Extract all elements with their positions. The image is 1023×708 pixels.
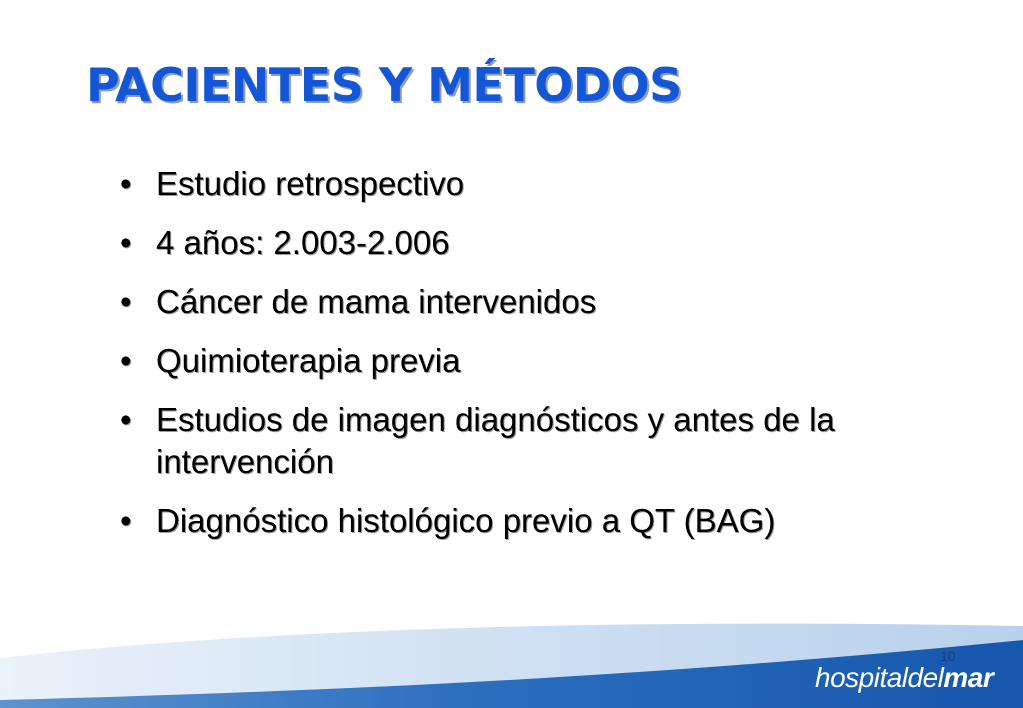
bullet-text: Diagnóstico histológico previo a QT (BAG) xyxy=(156,502,776,539)
bullet-item xyxy=(118,340,978,382)
bullet-icon: • xyxy=(120,502,132,539)
hospital-logo xyxy=(815,662,993,694)
bullet-item xyxy=(118,163,978,205)
bullet-text: 4 años: 2.003-2.006 xyxy=(156,224,450,261)
bullet-text: Estudios de imagen diagnósticos y antes de la intervención xyxy=(156,401,835,480)
bullet-item xyxy=(118,500,978,542)
bullet-icon: • xyxy=(120,401,132,438)
bullet-text: Estudio retrospectivo xyxy=(156,165,465,202)
bullet-item xyxy=(118,222,978,264)
bullet-icon: • xyxy=(120,224,132,261)
bullet-text: Quimioterapia previa xyxy=(156,342,461,379)
bullet-icon: • xyxy=(120,165,132,202)
bullet-icon: • xyxy=(120,342,132,379)
page-number: 10 xyxy=(940,648,956,664)
bullet-item xyxy=(118,399,978,483)
bullet-list xyxy=(118,163,978,559)
bullet-text: Cáncer de mama intervenidos xyxy=(156,283,597,320)
logo-text-regular: hospitaldel xyxy=(815,662,944,693)
logo-text-bold: mar xyxy=(943,662,994,693)
bullet-item xyxy=(118,281,978,323)
bullet-icon: • xyxy=(120,283,132,320)
slide-title: PACIENTES Y MÉTODOS xyxy=(86,58,682,112)
